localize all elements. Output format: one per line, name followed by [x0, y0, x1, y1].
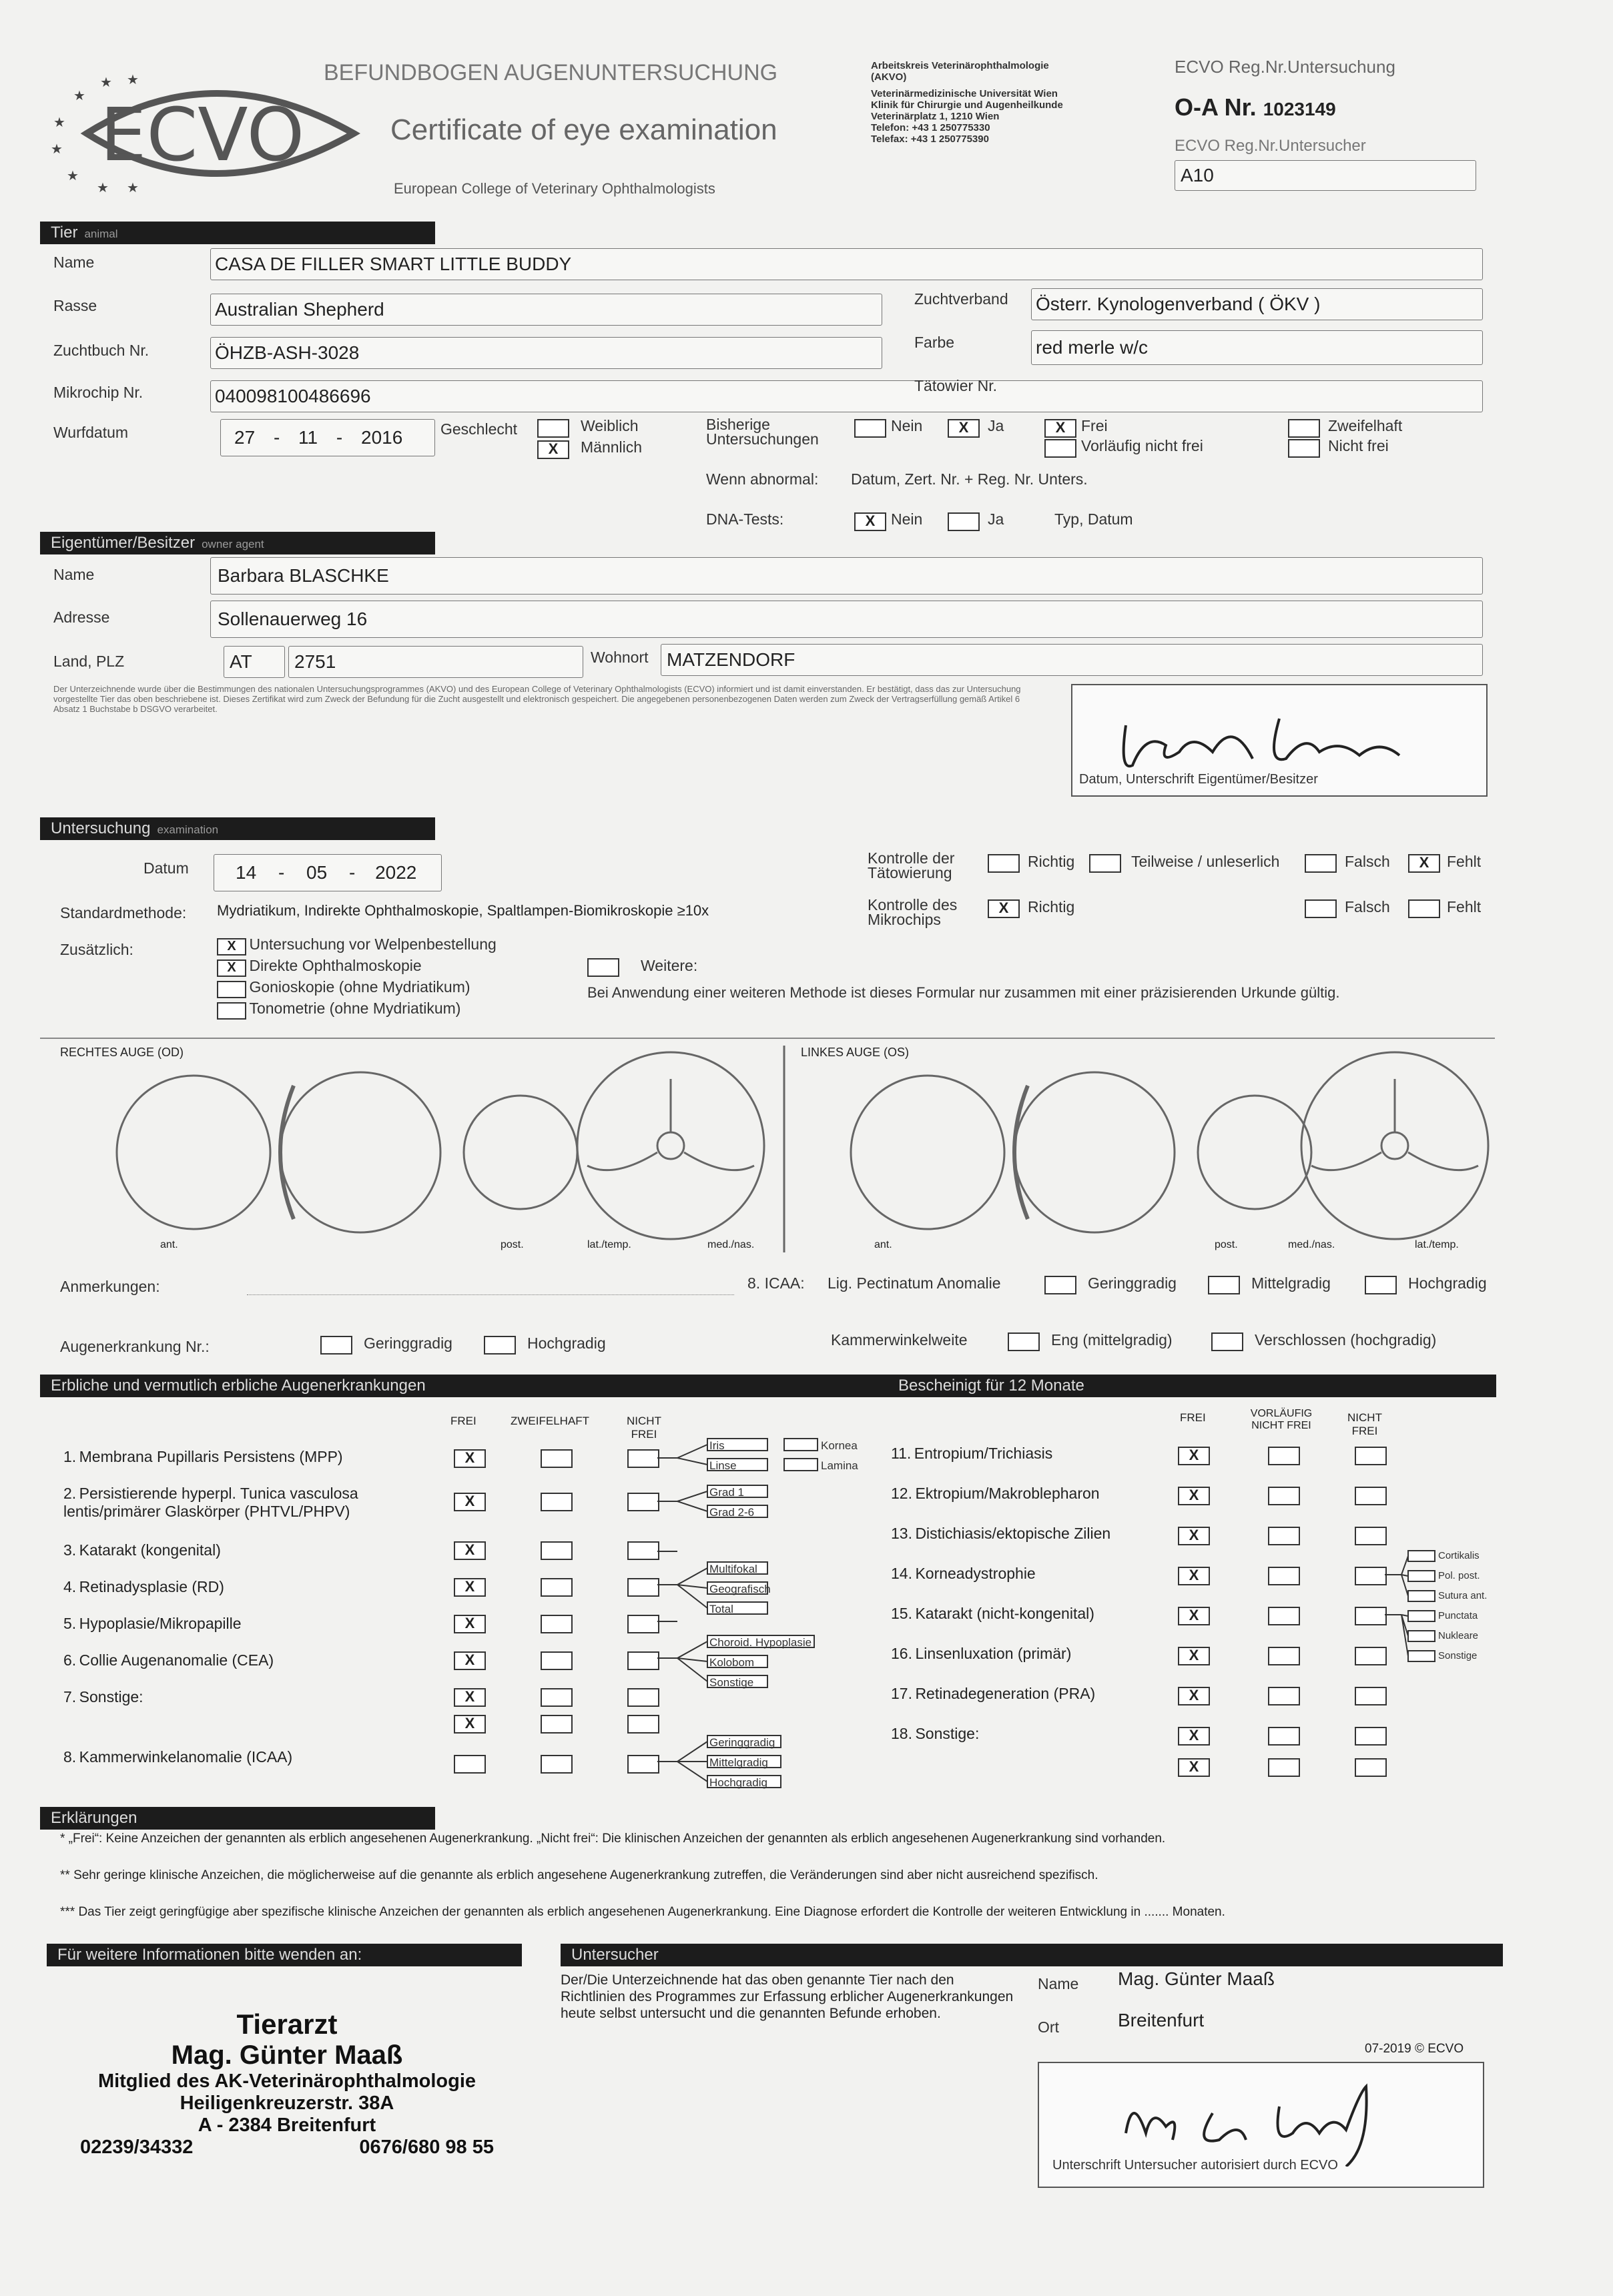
eye-diagram-area — [40, 1038, 1495, 1259]
branch-geografisch: Geografisch — [709, 1583, 771, 1595]
t18-nf[interactable] — [1355, 1727, 1387, 1746]
tattoo-falsch-label: Falsch — [1345, 853, 1390, 870]
branch-sonstige: Sonstige — [709, 1676, 754, 1689]
sex-label: Geschlecht — [440, 420, 518, 438]
tattoo-teilweise-checkbox[interactable] — [1089, 854, 1121, 873]
branch-grad26: Grad 2-6 — [709, 1506, 755, 1519]
previous-label: Bisherige Untersuchungen — [706, 416, 819, 448]
tattoo-check-label: Kontrolle der Tätowierung — [868, 849, 955, 881]
explain-3: *** Das Tier zeigt geringfügige aber spezifische klinische Anzeichen der genannten als erblich angesehenen Augenerkrankung. Eine Diagnose erfordert die Kontrolle der weiteren Entwicklung in ....... Monaten. — [60, 1905, 1225, 1919]
zweifelhaft-label: Zweifelhaft — [1328, 417, 1403, 434]
branch-choroid: Choroid. Hypoplasie — [709, 1636, 812, 1649]
tb-nukleare: Nukleare — [1438, 1630, 1479, 1641]
branch-kolobom: Kolobom — [709, 1656, 755, 1669]
branch-grad1: Grad 1 — [709, 1486, 744, 1499]
list-item: 15. Katarakt (nicht-kongenital) — [891, 1605, 1094, 1622]
branch-ger: Geringgradig — [709, 1736, 775, 1749]
chip-fehlt-checkbox[interactable] — [1408, 899, 1440, 918]
h7-nf[interactable] — [627, 1688, 659, 1707]
t17-nf[interactable] — [1355, 1687, 1387, 1705]
frei-checkbox[interactable]: X — [1044, 419, 1076, 438]
zip-field[interactable]: 2751 — [288, 646, 583, 678]
remarks-line[interactable] — [247, 1294, 734, 1295]
h7b-nf[interactable] — [627, 1715, 659, 1734]
t11-frei[interactable]: X — [1178, 1447, 1210, 1465]
section-animal: Tier animal — [40, 222, 435, 244]
chip-check-label: Kontrolle des Mikrochips — [868, 896, 958, 928]
t17-vnf[interactable] — [1268, 1687, 1300, 1705]
reg2-label: ECVO Reg.Nr.Untersucher — [1175, 137, 1366, 155]
kammer-versch-checkbox[interactable] — [1211, 1332, 1243, 1351]
method-value: Mydriatikum, Indirekte Ophthalmoskopie, Spaltlampen-Biomikroskopie ≥10x — [217, 902, 709, 919]
additional-item-3: Gonioskopie (ohne Mydriatikum) — [249, 978, 470, 996]
tattoo-label: Tätowier Nr. — [914, 377, 997, 394]
icaa-label: 8. ICAA: — [747, 1274, 805, 1292]
t18b-vnf[interactable] — [1268, 1758, 1300, 1777]
kammer-label: Kammerwinkelweite — [831, 1331, 968, 1349]
t16-vnf[interactable] — [1268, 1647, 1300, 1665]
examiner-reg-field[interactable]: A10 — [1175, 160, 1476, 191]
h6-zw[interactable] — [541, 1651, 573, 1670]
examiner-signature-box[interactable] — [1038, 2062, 1484, 2188]
h3-nf[interactable] — [627, 1541, 659, 1560]
explain-2: ** Sehr geringe klinische Anzeichen, die möglicherweise auf die genannte als erblich angesehene Augenerkrankung zutreffen, die Veränderungen sind aber nicht ausreichend spezifisch. — [60, 1868, 1098, 1882]
svg-text:★: ★ — [51, 142, 63, 157]
list-item: 1. Membrana Pupillaris Persistens (MPP) — [63, 1448, 343, 1465]
additional-checkbox-4[interactable] — [217, 1002, 246, 1020]
chip-field[interactable]: 040098100486696 — [210, 380, 1483, 412]
t13-nf[interactable] — [1355, 1527, 1387, 1545]
additional-label: Zusätzlich: — [60, 941, 133, 958]
tb-sonstige: Sonstige — [1438, 1650, 1478, 1661]
h6-nf[interactable] — [627, 1651, 659, 1670]
owner-signature-label: Datum, Unterschrift Eigentümer/Besitzer — [1079, 772, 1318, 787]
pect-ger-checkbox[interactable] — [1044, 1276, 1076, 1294]
studbook-label: Zuchtbuch Nr. — [53, 342, 149, 359]
h1-nf[interactable] — [627, 1449, 659, 1468]
oa-number: O-A Nr. 1023149 — [1175, 93, 1336, 121]
branch-kornea: Kornea — [821, 1439, 858, 1452]
svg-text:★: ★ — [73, 89, 85, 103]
ecvo-logo-icon — [47, 73, 360, 194]
dna-date-label: Typ, Datum — [1054, 510, 1133, 528]
akvo-address: Arbeitskreis Veterinärophthalmologie (AKVO) Veterinärmedizinische Universität Wien Klinik für Chirurgie und Augenheilkunde Veterinärplatz 1, 1210 Wien Telefon: +43 1 250775330 Telefax: +43 1 250775390 — [871, 60, 1063, 145]
t18-vnf[interactable] — [1268, 1727, 1300, 1746]
section-hereditary: Erbliche und vermutlich erbliche Augenerkrankungen — [40, 1375, 902, 1397]
dna-label: DNA-Tests: — [706, 510, 784, 528]
list-item: 8. Kammerwinkelanomalie (ICAA) — [63, 1748, 293, 1766]
nicht-frei-checkbox[interactable] — [1288, 439, 1320, 458]
t15-frei[interactable]: X — [1178, 1607, 1210, 1625]
h2-zw[interactable] — [541, 1493, 573, 1511]
title-en: Certificate of eye examination — [390, 113, 777, 146]
left-eye-label: LINKES AUGE (OS) — [801, 1046, 910, 1059]
remarks-label: Anmerkungen: — [60, 1278, 160, 1295]
branch-total: Total — [709, 1603, 733, 1615]
pect-hoch-checkbox[interactable] — [1365, 1276, 1397, 1294]
section-explain: Erklärungen — [40, 1807, 435, 1830]
dob-field[interactable]: 27 - 11 - 2016 — [220, 419, 435, 456]
os-lat-label: lat./temp. — [1415, 1239, 1459, 1250]
h8-zw[interactable] — [541, 1755, 573, 1774]
branch-lamina: Lamina — [821, 1459, 858, 1472]
city-label: Wohnort — [591, 649, 649, 666]
t15-nf[interactable] — [1355, 1607, 1387, 1625]
t11-vnf[interactable] — [1268, 1447, 1300, 1465]
examiner-name-value: Mag. Günter Maaß — [1118, 1968, 1275, 1989]
abnormal-label: Wenn abnormal: — [706, 470, 819, 488]
h5-nf[interactable] — [627, 1615, 659, 1633]
t16-frei[interactable]: X — [1178, 1647, 1210, 1665]
kammer-versch-label: Verschlossen (hochgradig) — [1255, 1331, 1437, 1349]
tattoo-teilweise-label: Teilweise / unleserlich — [1131, 853, 1280, 870]
tb-cortikalis: Cortikalis — [1438, 1550, 1480, 1561]
h1-frei[interactable]: X — [454, 1449, 486, 1468]
additional-item-4: Tonometrie (ohne Mydriatikum) — [249, 1000, 461, 1017]
os-ant-label: ant. — [874, 1239, 892, 1250]
exam-date-label: Datum — [143, 859, 189, 877]
tattoo-falsch-checkbox[interactable] — [1305, 854, 1337, 873]
pect-hoch-label: Hochgradig — [1408, 1274, 1487, 1292]
list-item: 12. Ektropium/Makroblepharon — [891, 1485, 1100, 1502]
additional-item-1: Untersuchung vor Welpenbestellung — [249, 935, 497, 953]
kammer-eng-label: Eng (mittelgradig) — [1051, 1331, 1173, 1349]
additional-checkbox-1[interactable]: X — [217, 938, 246, 955]
h7b-frei[interactable]: X — [454, 1715, 486, 1734]
section-twelve: Bescheinigt für 12 Monate — [888, 1375, 1496, 1397]
examiner-place-value: Breitenfurt — [1118, 2010, 1205, 2030]
colour-label: Farbe — [914, 334, 955, 351]
zweifelhaft-checkbox[interactable] — [1288, 419, 1320, 438]
h2-frei[interactable]: X — [454, 1493, 486, 1511]
male-label: Männlich — [581, 438, 643, 456]
abnormal-text: Datum, Zert. Nr. + Reg. Nr. Unters. — [851, 470, 1088, 488]
right-eye-label: RECHTES AUGE (OD) — [60, 1046, 184, 1059]
t11-nf[interactable] — [1355, 1447, 1387, 1465]
t18-frei[interactable]: X — [1178, 1727, 1210, 1746]
tattoo-fehlt-checkbox[interactable]: X — [1408, 854, 1440, 873]
hereditary-col-zweifel: ZWEIFELHAFT — [511, 1415, 590, 1427]
branch-linse: Linse — [709, 1459, 737, 1472]
t13-frei[interactable]: X — [1178, 1527, 1210, 1545]
svg-text:★: ★ — [97, 181, 109, 194]
section-examiner: Untersucher — [561, 1944, 1503, 1966]
section-owner: Eigentümer/Besitzer owner agent — [40, 532, 435, 554]
t14-nf[interactable] — [1355, 1567, 1387, 1585]
svg-text:★: ★ — [127, 181, 139, 194]
h2-nf[interactable] — [627, 1493, 659, 1511]
h8-nf[interactable] — [627, 1755, 659, 1774]
additional-checkbox-3[interactable] — [217, 981, 246, 998]
college: European College of Veterinary Ophthalmologists — [394, 180, 715, 197]
breed-field[interactable]: Australian Shepherd — [210, 294, 882, 326]
weitere-label: Weitere: — [641, 957, 698, 974]
owner-signature-icon — [1079, 692, 1480, 772]
list-item: 11. Entropium/Trichiasis — [891, 1445, 1053, 1462]
list-item: 7. Sonstige: — [63, 1688, 143, 1705]
examiner-name-label: Name — [1038, 1975, 1079, 1992]
reg-label: ECVO Reg.Nr.Untersuchung — [1175, 57, 1395, 77]
previous-no-checkbox[interactable] — [854, 419, 886, 438]
h4-frei[interactable]: X — [454, 1578, 486, 1597]
owner-name-label: Name — [53, 566, 95, 583]
method-label: Standardmethode: — [60, 904, 187, 921]
chip-label: Mikrochip Nr. — [53, 384, 143, 401]
address-field[interactable]: Sollenauerweg 16 — [210, 601, 1483, 638]
tb-pol: Pol. post. — [1438, 1570, 1480, 1581]
tb-punctata: Punctata — [1438, 1610, 1478, 1621]
t17-frei[interactable]: X — [1178, 1687, 1210, 1705]
female-checkbox[interactable] — [537, 419, 569, 438]
additional-item-2: Direkte Ophthalmoskopie — [249, 957, 422, 974]
examiner-signature-label: Unterschrift Untersucher autorisiert durch ECVO — [1052, 2158, 1338, 2173]
explain-1: * „Frei“: Keine Anzeichen der genannten als erblich angesehenen Augenerkrankung. „Nicht frei“: Die klinischen Anzeichen der genannten als erblich angesehenen Augenerkrankung sind vorhanden. — [60, 1832, 1166, 1846]
list-item: 13. Distichiasis/ektopische Zilien — [891, 1525, 1111, 1542]
club-field[interactable]: Österr. Kynologenverband ( ÖKV ) — [1031, 288, 1483, 320]
country-label: Land, PLZ — [53, 653, 125, 670]
t18b-nf[interactable] — [1355, 1758, 1387, 1777]
pect-ger-label: Geringgradig — [1088, 1274, 1177, 1292]
dob-label: Wurfdatum — [53, 424, 129, 441]
h4-zw[interactable] — [541, 1578, 573, 1597]
studbook-field[interactable]: ÖHZB-ASH-3028 — [210, 337, 882, 369]
female-label: Weiblich — [581, 417, 639, 434]
od-post-label: post. — [501, 1239, 524, 1250]
h5-frei[interactable]: X — [454, 1615, 486, 1633]
additional-checkbox-2[interactable]: X — [217, 960, 246, 977]
breed-label: Rasse — [53, 297, 97, 314]
male-checkbox[interactable]: X — [537, 440, 569, 459]
disease-hoch-checkbox[interactable] — [484, 1336, 516, 1355]
address-label: Adresse — [53, 609, 110, 626]
tattoo-fehlt-label: Fehlt — [1447, 853, 1482, 870]
h7b-zw[interactable] — [541, 1715, 573, 1734]
chip-fehlt-label: Fehlt — [1447, 898, 1482, 915]
t12-vnf[interactable] — [1268, 1487, 1300, 1505]
form-version: 07-2019 © ECVO — [1365, 2042, 1464, 2056]
examiner-place-label: Ort — [1038, 2018, 1059, 2036]
svg-text:★: ★ — [100, 75, 112, 90]
section-info: Für weitere Informationen bitte wenden an: — [47, 1944, 522, 1966]
previous-yes-checkbox[interactable]: X — [948, 419, 980, 438]
list-item: 17. Retinadegeneration (PRA) — [891, 1685, 1096, 1702]
svg-text:★: ★ — [127, 73, 139, 87]
method-note: Bei Anwendung einer weiteren Methode ist dieses Formular nur zusammen mit einer präzisierenden Urkunde gültig. — [587, 984, 1340, 1001]
h7-frei[interactable]: X — [454, 1688, 486, 1707]
previous-yes-label: Ja — [988, 417, 1004, 434]
list-item: 16. Linsenluxation (primär) — [891, 1645, 1072, 1662]
list-item: 3. Katarakt (kongenital) — [63, 1541, 221, 1559]
twelve-col-nicht: NICHT FREI — [1347, 1411, 1382, 1437]
list-item: 2. Persistierende hyperpl. Tunica vasculosa lentis/primärer Glaskörper (PHTVL/PHPV) — [63, 1485, 358, 1520]
branch-mit: Mittelgradig — [709, 1756, 768, 1769]
disease-ger-checkbox[interactable] — [320, 1336, 352, 1355]
weitere-checkbox[interactable] — [587, 958, 619, 977]
chip-richtig-label: Richtig — [1028, 898, 1075, 915]
section-exam: Untersuchung examination — [40, 817, 435, 840]
tb-sutura: Sutura ant. — [1438, 1590, 1488, 1601]
h1-zw[interactable] — [541, 1449, 573, 1468]
tattoo-richtig-label: Richtig — [1028, 853, 1075, 870]
vet-stamp: Tierarzt Mag. Günter Maaß Mitglied des AK-Veterinärophthalmologie Heiligenkreuzerstr. 38A A - 2384 Breitenfurt 02239/34332 0676/680 98 55 — [80, 2008, 494, 2158]
exam-date-field[interactable]: 14 - 05 - 2022 — [214, 854, 442, 891]
os-med-label: med./nas. — [1288, 1239, 1335, 1250]
hereditary-branches-svg — [657, 1435, 871, 1788]
h8-frei[interactable] — [454, 1755, 486, 1774]
chip-richtig-checkbox[interactable]: X — [988, 899, 1020, 918]
svg-text:★: ★ — [67, 169, 79, 183]
list-item: 5. Hypoplasie/Mikropapille — [63, 1615, 242, 1632]
hereditary-col-nicht: NICHT FREI — [627, 1415, 661, 1441]
dna-yes-label: Ja — [988, 510, 1004, 528]
dna-no-label: Nein — [891, 510, 923, 528]
name-label: Name — [53, 254, 95, 271]
city-field[interactable]: MATZENDORF — [661, 644, 1483, 676]
svg-text:★: ★ — [53, 115, 65, 130]
twelve-col-frei: FREI — [1180, 1411, 1206, 1424]
colour-field[interactable]: red merle w/c — [1031, 330, 1483, 365]
club-label: Zuchtverband — [914, 290, 1008, 308]
od-lat-label: lat./temp. — [587, 1239, 631, 1250]
h5-zw[interactable] — [541, 1615, 573, 1633]
branch-multifokal: Multifokal — [709, 1563, 757, 1575]
nicht-frei-label: Nicht frei — [1328, 437, 1389, 454]
chip-falsch-checkbox[interactable] — [1305, 899, 1337, 918]
pect-label: Lig. Pectinatum Anomalie — [828, 1274, 1001, 1292]
dna-yes-checkbox[interactable] — [948, 512, 980, 531]
h7-zw[interactable] — [541, 1688, 573, 1707]
list-item: 18. Sonstige: — [891, 1725, 980, 1742]
disease-hoch-label: Hochgradig — [527, 1334, 606, 1352]
t16-nf[interactable] — [1355, 1647, 1387, 1665]
vorlaeufig-checkbox[interactable] — [1044, 439, 1076, 458]
owner-signature-box[interactable] — [1071, 684, 1488, 797]
vorlaeufig-label: Vorläufig nicht frei — [1081, 437, 1203, 454]
country-field[interactable]: AT — [224, 646, 285, 678]
disease-ger-label: Geringgradig — [364, 1334, 452, 1352]
h4-nf[interactable] — [627, 1578, 659, 1597]
svg-text:ECVO: ECVO — [100, 92, 305, 177]
t12-frei[interactable]: X — [1178, 1487, 1210, 1505]
t14-frei[interactable]: X — [1178, 1567, 1210, 1585]
chip-falsch-label: Falsch — [1345, 898, 1390, 915]
consent-text: Der Unterzeichnende wurde über die Bestimmungen des nationalen Untersuchungsprogrammes (AKVO) und des European College of Veterinary Ophthalmologists (ECVO) informiert und ist damit einverstanden. Er bestätigt, dass das zur Untersuchung vorgestellte Tier das oben beschriebene ist. Dieses Zertifikat wird zum Zweck der Befundung für die Zucht ausgestellt und elektronisch gespeichert. Die angegebenen personenbezogenen Daten werden zum Zweck der Vertragserfüllung gemäß Artikel 6 Absatz 1 Buchstabe b DSGVO verarbeitet. — [53, 684, 1021, 714]
od-ant-label: ant. — [160, 1239, 178, 1250]
title-de: BEFUNDBOGEN AUGENUNTERSUCHUNG — [324, 60, 778, 85]
examiner-signature-icon — [1106, 2066, 1439, 2167]
examiner-declaration: Der/Die Unterzeichnende hat das oben genannte Tier nach den Richtlinien des Programmes zur Erfassung erblicher Augenerkrankungen heute selbst untersucht und die genannten Befunde erhoben. — [561, 1972, 1014, 2021]
eye-diagrams-svg — [40, 1039, 1495, 1259]
h3-frei[interactable]: X — [454, 1541, 486, 1560]
pect-mit-label: Mittelgradig — [1251, 1274, 1331, 1292]
t13-vnf[interactable] — [1268, 1527, 1300, 1545]
os-post-label: post. — [1215, 1239, 1238, 1250]
hereditary-col-frei: FREI — [450, 1415, 476, 1427]
frei-label: Frei — [1081, 417, 1108, 434]
animal-name-field[interactable]: CASA DE FILLER SMART LITTLE BUDDY — [210, 248, 1483, 280]
branch-iris: Iris — [709, 1439, 725, 1452]
kammer-eng-checkbox[interactable] — [1008, 1332, 1040, 1351]
t15-vnf[interactable] — [1268, 1607, 1300, 1625]
branch-hoch: Hochgradig — [709, 1776, 767, 1789]
pect-mit-checkbox[interactable] — [1208, 1276, 1240, 1294]
t14-vnf[interactable] — [1268, 1567, 1300, 1585]
h3-zw[interactable] — [541, 1541, 573, 1560]
eye-disease-label: Augenerkrankung Nr.: — [60, 1338, 210, 1355]
list-item: 4. Retinadysplasie (RD) — [63, 1578, 224, 1595]
previous-no-label: Nein — [891, 417, 923, 434]
list-item: 6. Collie Augenanomalie (CEA) — [63, 1651, 274, 1669]
t12-nf[interactable] — [1355, 1487, 1387, 1505]
additional-list — [217, 935, 497, 1021]
owner-name-field[interactable]: Barbara BLASCHKE — [210, 557, 1483, 595]
dna-no-checkbox[interactable]: X — [854, 512, 886, 531]
h6-frei[interactable]: X — [454, 1651, 486, 1670]
t18b-frei[interactable]: X — [1178, 1758, 1210, 1777]
tattoo-richtig-checkbox[interactable] — [988, 854, 1020, 873]
ecvo-logo — [47, 73, 360, 194]
od-med-label: med./nas. — [707, 1239, 755, 1250]
twelve-col-vorl: VORLÄUFIG NICHT FREI — [1250, 1408, 1313, 1431]
list-item: 14. Korneadystrophie — [891, 1565, 1036, 1582]
